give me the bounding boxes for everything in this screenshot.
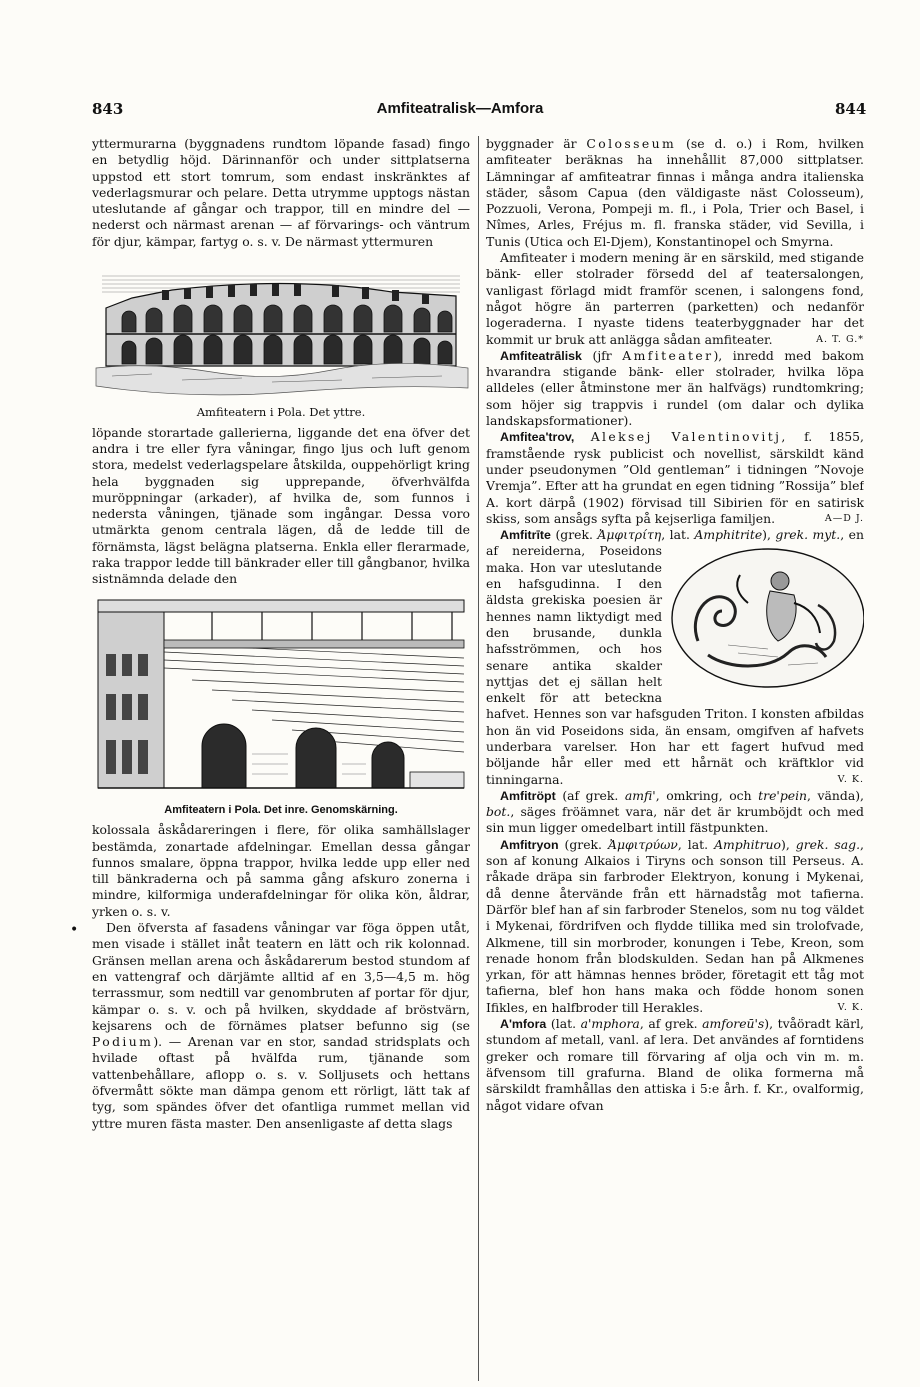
headword: Amfitrīte	[500, 528, 551, 543]
left-column	[92, 136, 470, 1381]
page-header	[0, 100, 920, 124]
running-title: Amfiteatralisk—Amfora	[376, 100, 544, 117]
author-signature: V. K.	[837, 1001, 864, 1013]
pola-exterior-illustration	[92, 256, 470, 396]
amfitrite-illustration	[668, 545, 864, 691]
entry-amfitryon: Amfitryon (grek. Ἀμφιτρύων, lat. Amphitruo), grek. sag., son af konung Alkaios i Tiryns och sonson till Perseus. A. råkade dräpa sin farbroder Elektryon, konung i Mykenai, då denne återvände från ett härnadståg mot tafierna. Därför blef han af sin farbroder Stenelos, som nu tog väldet i Mykenai, fördrifven och flydde tillika med sin trolofvade, Alkmene, till sin morbroder, konungen i Tebe, Kreon, som renade honom från blodskulden. Sedan han på Alkmenes yrkan, för att hämnas hennes bröder, företagit ett tåg mot tafierna, blef hon hans maka och födde honom sonen Ifikles, en halfbroder till Herakles. V. K.	[486, 836, 864, 1015]
entry-amfiteatralisk: Amfiteatrālisk (jfr Amfiteater), inredd med bakom hvarandra stigande bänk- eller stolrader, hvilka löpa alldeles (eller åtminstone mer än halfvägs) rundtomkring; som höjer sig trappvis i rundel (om dalar och dylika landskapsformationer).	[486, 347, 864, 429]
paragraph: kolossala åskådareringen i flere, för olika samhällslager bestämda, zonartade afdelningar. Emellan dessa gångar funnos smalare, öppna trappor, hvilka ledde upp eller ned till bänkraderna och på samma gång afskuro zonerna i mindre, kilformiga underafdelningar för olika kön, åldrar, yrken o. s. v.	[92, 822, 470, 919]
column-divider	[478, 136, 479, 1381]
entry-amfitrite: Amfitrīte (grek. Ἀμφιτρίτη, lat. Amphitrite), grek. myt. , en af nereiderna, Poseidons maka. Hon var uteslutande en hafsgudinna. I den äldsta grekiska poesien är hennes namn liktydigt med den brusande, dunkla hafsströmmen, och hos senare antika skalder nyttjas det ej sällan helt enkelt för att beteckna hafvet. Hennes son var hafsguden Triton. I konsten afbildas hon än vid Poseidons sida, än ensam, omgifven af hafvets underbara varelser. Hon har ett fagert hufvud med böljande hår eller med ett hårnät och kräftklor vid tinningarna. V. K.	[486, 527, 864, 788]
figure-pola-exterior	[92, 256, 470, 421]
pola-section-illustration	[92, 594, 470, 794]
cross-reference: Colosseum	[586, 136, 677, 151]
paragraph: löpande storartade gallerierna, liggande det ena öfver det andra i tre eller fyra våningar, fingo ljus och luft genom stora, medelst vederlagspelare åtskilda, ouppehörligt kring hela byggnaden sig upprepande, öfverhvälfda muröppningar (arkader), af hvilka de, som funnos i nedersta våningen, tjänade som ingångar. Dessa voro utmärkta genom centrala lägen, då de ledde till de förnämsta, lägst belägna platserna. Enkla eller flerarmade, raka trappor ledde till bänkrader eller till gångbanor, hvilka sistnämnda delade den	[92, 424, 470, 587]
author-signature: V. K.	[837, 773, 864, 785]
headword: A'mfora	[500, 1017, 547, 1032]
page-number-right: 844	[835, 100, 867, 118]
cross-reference: Amfiteater	[622, 347, 714, 363]
paragraph: Den öfversta af fasadens våningar var föga öppen utåt, men visade i stället inåt teatern en lätt och rik kolonnad. Gränsen mellan arena och åskådarerum bestod stundom af en vattengraf och därjämte alltid af en 3,5—4,5 m. hög terrassmur, som nedtill var genombruten af portar för djur, kämpar o. s. v. och på hvilken, skyddade af bröstvärn, kejsarens och de förnämes platser befunno sig (se Podium). — Arenan var en stor, sandad stridsplats och hvilade oftast på hvälfda rum, tjänande som vattenbehållare, aflopp o. s. v. Solljusets och hettans öfvermått sökte man dämpa genom ett rörligt, lätt tak af tyg, som spändes öfver det ofantliga rummet mellan vid yttre muren fästa master. Den ansenligaste af detta slags	[92, 920, 470, 1131]
paragraph: byggnader är Colosseum (se d. o.) i Rom, hvilken amfiteater beräknas ha innehållit 87,000 sittplatser. Lämningar af amfiteatrar finnas i många andra italienska städer, såsom Capua (den väldigaste näst Colosseum), Pozzuoli, Verona, Pompeji m. fl., i Pola, Trier och Basel, i Nîmes, Arles, Fréjus m. fl. franska städer, vid Sevilla, i Tunis (Utica och El-Djem), Konstantinopel och Smyrna.	[486, 136, 864, 249]
author-signature: A—D J.	[824, 512, 864, 524]
paragraph: Amfiteater i modern mening är en särskild, med stigande bänk- eller stolrader försedd del af teatersalongen, vanligast förlagd midt framför scenen, i salongens fond, något högre än parterren (parketten) och nedanför logeraderna. I nyaste tidens teaterbyggnader har det kommit ur bruk att anlägga sådan amfiteater. A. T. G.*	[486, 250, 864, 347]
person-name: Aleksej Valentinovitj,	[590, 429, 788, 445]
headword: Amfitea'trov,	[500, 430, 575, 445]
author-signature: A. T. G.*	[816, 333, 864, 345]
entry-amfora: A'mfora (lat. a'mphora, af grek. amforeū's), tvåöradt kärl, stundom af metall, vanl. af lera. Det användes af forntidens greker och romare till förvaring af olja och vin m. m. äfvensom till grafurna. Bland de olika formerna må särskildt framhållas den attiska i 5:e årh. f. Kr., ovalformig, något vidare ofvan	[486, 1016, 864, 1113]
margin-bullet: •	[70, 922, 79, 938]
entry-amfitropt: Amfitröpt (af grek. amfi', omkring, och tre'pein, vända), bot., säges fröämnet vara, när det är krumböjdt och med sin mun ligger omedelbart intill fästpunkten.	[486, 787, 864, 836]
figure-caption: Amfiteatern i Pola. Det yttre.	[196, 405, 366, 420]
entry-amfiteatrov: Amfitea'trov, Aleksej Valentinovitj, f. 1855, framstående rysk publicist och novellist, särskildt känd under pseudonymen ”Old gentleman” i tidningen ”Novoje Vremja”. Efter att ha grundat en egen tidning ”Rossija” blef A. kort därpå (1902) förvisad till Sibirien för en satirisk skiss, som ansågs syfta på kejserliga familjen. A—D J.	[486, 429, 864, 526]
figure-pola-section	[92, 594, 470, 819]
headword: Amfitryon	[500, 837, 559, 852]
headword: Amfiteatrālisk	[500, 348, 582, 363]
figure-caption: Amfiteatern i Pola. Det inre. Genomskärning.	[164, 803, 398, 816]
headword: Amfitröpt	[500, 788, 556, 803]
cross-reference: Podium	[92, 1034, 154, 1050]
paragraph: yttermurarna (byggnadens rundtom löpande fasad) fingo en betydlig höjd. Därinnanför och under sittplatserna uppstod ett stort tomrum, som endast inskränktes af vederlagsmurar och pelare. Detta utrymme upptogs nästan uteslutande af gångar och trappor, till en mindre del — nederst och närmast arenan — af förvarings- och väntrum för djur, kämpar, fartyg o. s. v. De närmast yttermuren	[92, 136, 470, 249]
right-column	[486, 136, 864, 1381]
page-number-left: 843	[92, 100, 124, 118]
